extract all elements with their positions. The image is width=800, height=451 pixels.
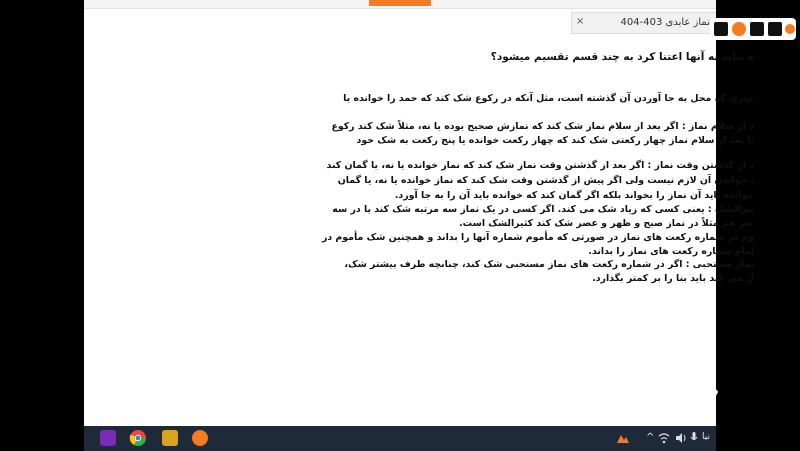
app-tray-icon[interactable] <box>616 431 630 445</box>
browser-tab[interactable] <box>571 12 716 34</box>
chevron-up-icon[interactable]: ^ <box>646 432 655 443</box>
tray-clock[interactable]: نیا <box>702 432 710 442</box>
doc-line-1: چیزی که محل به جا آوردن آن گذشته است، مثل آنکه در رکوع شک کند که حمد را خوانده یا <box>343 93 754 104</box>
close-icon[interactable]: × <box>576 16 585 27</box>
tab-title: نماز عابدی 403-404 <box>620 17 710 28</box>
doc-line-6: خوانده باید آن نماز را بخواند بلکه اگر گمان کند که خوانده باید آن را به جا آورد. <box>394 190 754 201</box>
decorative-mark-icon <box>705 378 719 408</box>
microphone-icon[interactable] <box>690 432 698 444</box>
network-icon[interactable] <box>658 432 670 444</box>
doc-line-2: د از سلام نماز : اگر بعد از سلام نماز شک کند که نمازش صحیح بوده یا نه، مثلاً شک کند رکوع <box>331 121 754 132</box>
taskbar <box>84 426 716 451</box>
screen-recorder-icon[interactable] <box>192 430 208 446</box>
doc-line-3: یا بعد از سلام نماز چهار رکعتی شک کند که چهار رکعت خوانده یا پنج رکعت به شک خود <box>356 135 754 146</box>
chrome-icon[interactable] <box>130 430 146 446</box>
doc-line-4: د از گذشتن وقت نماز : اگر بعد از گذشتن وقت نماز شک کند که نماز خوانده یا نه، یا گمان کند <box>326 160 754 171</box>
file-explorer-icon[interactable] <box>162 430 178 446</box>
site-logo <box>704 14 800 44</box>
doc-line-7: ثیرالشک : یعنی کسی که زیاد شک می کند. اگر کسی در یک نماز سه مرتبه شک کند یا در سه <box>332 204 754 215</box>
document-viewer <box>84 0 754 451</box>
doc-line-12: ل می کند باید بنا را بر کمتر بگذارد. <box>592 273 754 284</box>
active-tab-indicator[interactable] <box>369 0 431 6</box>
onenote-icon[interactable] <box>100 430 116 446</box>
doc-line-11: نماز مستحبی : اگر در شماره رکعت های نماز مستحبی شک کند، چنانچه طرف بیشتر شک، <box>344 259 754 270</box>
doc-line-5: ، خواندن آن لازم نیست ولی اگر پیش از گذشتن وقت شک کند که نماز خوانده یا نه، یا گمان <box>337 175 754 186</box>
doc-heading: ه نباید به آنها اعتنا کرد به چند قسم تقسیم میشود؟ <box>490 51 754 63</box>
doc-line-10: امام شماره رکعت های نماز را بداند. <box>588 246 754 257</box>
doc-line-8: سر هم مثلاً در نماز صبح و ظهر و عصر شک کند کثیرالشک است. <box>459 218 754 229</box>
volume-icon[interactable] <box>675 432 687 444</box>
doc-line-9: وم در شماره رکعت های نماز در صورتی که مأموم شماره آنها را بداند و همچنین شک مأموم در <box>321 232 754 243</box>
